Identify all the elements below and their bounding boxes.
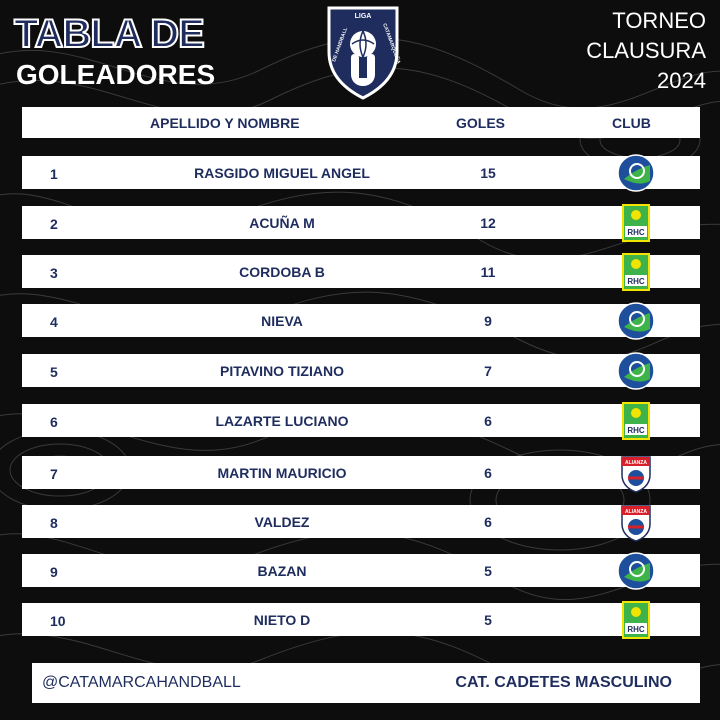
table-row bbox=[22, 456, 700, 489]
row-player-name: RASGIDO MIGUEL ANGEL bbox=[194, 165, 370, 181]
table-row bbox=[22, 255, 700, 288]
row-goals: 11 bbox=[480, 264, 496, 280]
tournament-year: 2024 bbox=[657, 68, 706, 93]
row-player-name: PITAVINO TIZIANO bbox=[220, 363, 344, 379]
alianza-crest-text: ALIANZA bbox=[625, 460, 647, 466]
rhc-crest-icon bbox=[616, 252, 656, 292]
alianza-crest-icon bbox=[616, 502, 656, 542]
tournament-label bbox=[546, 6, 706, 96]
row-rank: 5 bbox=[50, 364, 58, 380]
row-rank: 3 bbox=[50, 265, 58, 281]
row-rank: 8 bbox=[50, 515, 58, 531]
column-header-goals: GOLES bbox=[456, 115, 506, 131]
row-rank: 4 bbox=[50, 314, 58, 330]
table-row bbox=[22, 156, 700, 189]
table-row bbox=[22, 304, 700, 337]
table-row bbox=[22, 505, 700, 538]
handball-ball-crest-icon bbox=[616, 351, 656, 391]
row-rank: 2 bbox=[50, 216, 58, 232]
alianza-crest-text: ALIANZA bbox=[625, 509, 647, 515]
row-player-name: VALDEZ bbox=[254, 514, 310, 530]
row-player-name: BAZAN bbox=[257, 563, 307, 579]
handball-ball-crest-icon bbox=[616, 551, 656, 591]
table-row bbox=[22, 206, 700, 239]
league-logo-icon bbox=[323, 2, 403, 100]
column-header-club: CLUB bbox=[612, 115, 651, 131]
category-label: CAT. CADETES MASCULINO bbox=[455, 674, 672, 691]
row-goals: 5 bbox=[484, 612, 492, 628]
table-row bbox=[22, 554, 700, 587]
rhc-crest-icon bbox=[616, 401, 656, 441]
alianza-crest-icon bbox=[616, 453, 656, 493]
rhc-crest-text: RHC bbox=[627, 277, 645, 286]
rhc-crest-text: RHC bbox=[627, 228, 645, 237]
table-header bbox=[22, 107, 700, 138]
row-goals: 6 bbox=[484, 413, 492, 429]
tournament-line-2: CLAUSURA bbox=[586, 38, 706, 63]
handball-ball-crest-icon bbox=[616, 301, 656, 341]
logo-top-text: LIGA bbox=[354, 13, 372, 20]
rhc-crest-text: RHC bbox=[627, 426, 645, 435]
row-rank: 7 bbox=[50, 466, 58, 482]
row-goals: 7 bbox=[484, 363, 492, 379]
table-row bbox=[22, 404, 700, 437]
table-row bbox=[22, 603, 700, 636]
rhc-crest-icon bbox=[616, 600, 656, 640]
rhc-crest-icon bbox=[616, 203, 656, 243]
row-player-name: NIETO D bbox=[253, 612, 311, 628]
title-tabla-de: TABLA DE bbox=[14, 12, 204, 56]
row-goals: 6 bbox=[484, 514, 492, 530]
title-goleadores: GOLEADORES bbox=[16, 59, 216, 90]
row-rank: 1 bbox=[50, 166, 58, 182]
table-row bbox=[22, 354, 700, 387]
row-goals: 15 bbox=[480, 165, 496, 181]
row-goals: 9 bbox=[484, 313, 492, 329]
rhc-crest-text: RHC bbox=[627, 625, 645, 634]
row-player-name: CORDOBA B bbox=[239, 264, 325, 280]
column-header-name: APELLIDO Y NOMBRE bbox=[150, 115, 300, 131]
row-goals: 12 bbox=[480, 215, 496, 231]
logo-left-text: DE HANDBALL bbox=[331, 26, 350, 63]
handball-ball-crest-icon bbox=[616, 153, 656, 193]
social-handle: @CATAMARCAHANDBALL bbox=[42, 674, 241, 691]
row-player-name: ACUÑA M bbox=[249, 215, 315, 231]
row-goals: 6 bbox=[484, 465, 492, 481]
row-player-name: LAZARTE LUCIANO bbox=[215, 413, 349, 429]
footer-bar bbox=[32, 663, 700, 703]
row-rank: 9 bbox=[50, 564, 58, 580]
row-player-name: MARTIN MAURICIO bbox=[217, 465, 347, 481]
row-goals: 5 bbox=[484, 563, 492, 579]
row-rank: 6 bbox=[50, 414, 58, 430]
row-rank: 10 bbox=[50, 613, 66, 629]
logo-right-text: CATAMARQUEÑA bbox=[381, 22, 402, 65]
tournament-line-1: TORNEO bbox=[612, 8, 706, 33]
row-player-name: NIEVA bbox=[261, 313, 303, 329]
